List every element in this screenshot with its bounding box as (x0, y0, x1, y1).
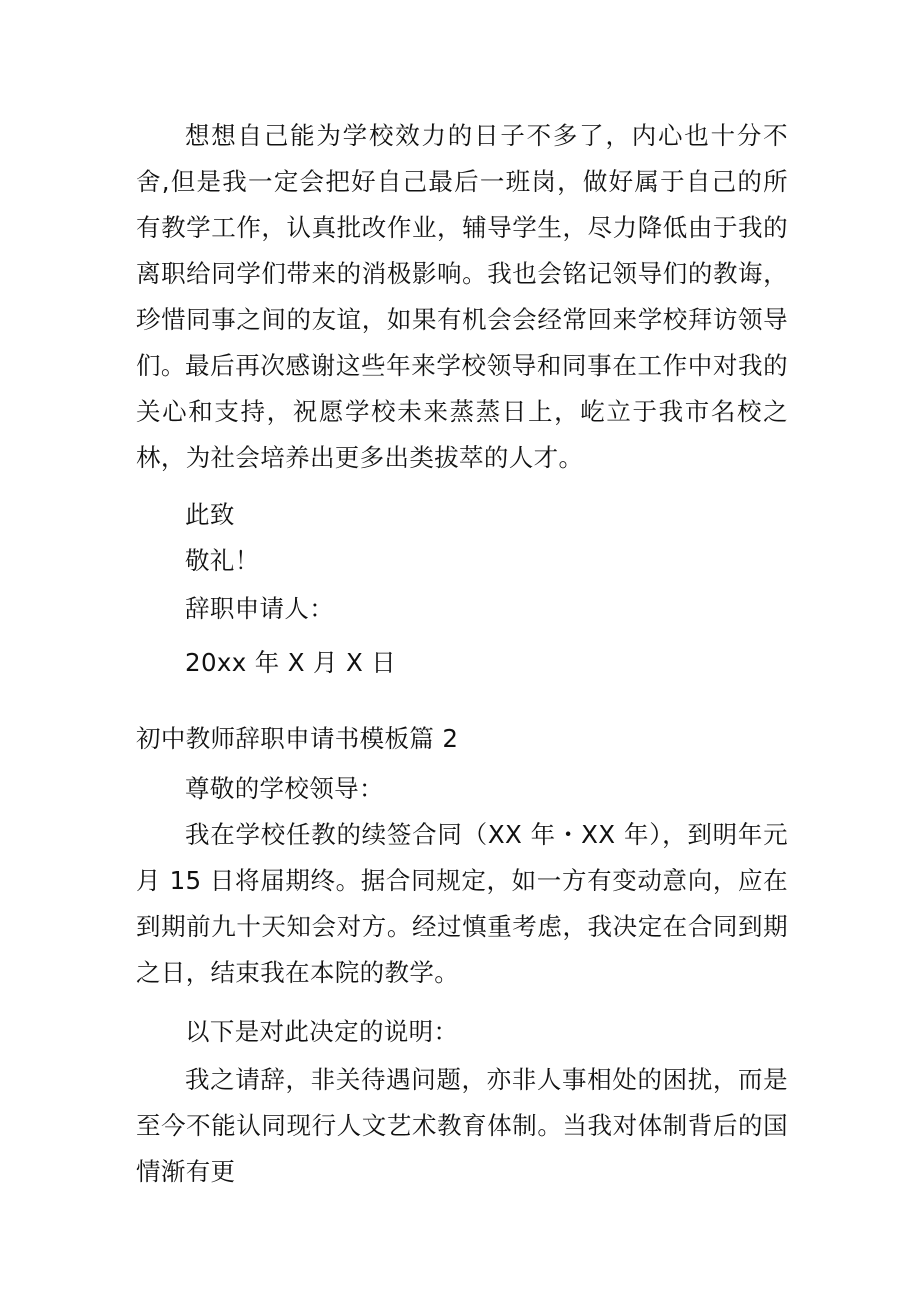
applicant-label: 辞职申请人： (185, 594, 335, 623)
explanation-heading: 以下是对此决定的说明： (185, 1017, 459, 1046)
closing-paragraph: 想想自己能为学校效力的日子不多了，内心也十分不舍,但是我一定会把好自己最后一班岗，做好属于自己的所有教学工作，认真批改作业，辅导学生，尽力降低由于我的离职给同学们带来的消极影响。我也会铭记领导们的教诲，珍惜同事之间的友谊，如果有机会会经常回来学校拜访领导们。 (136, 121, 788, 380)
date-line: 20xx 年 X 月 X 日 (185, 648, 397, 677)
thanks-paragraph: 最后再次感谢这些年来学校领导和同事在工作中对我的关心和支持，祝愿学校未来蒸蒸日上，屹立于我市名校之林，为社会培养出更多出类拔萃的人才。 (136, 351, 788, 472)
salutation-ci-zhi: 此致 (185, 500, 235, 529)
section-title: 初中教师辞职申请书模板篇 2 (136, 724, 459, 753)
reason-paragraph: 我之请辞，非关待遇问题，亦非人事相处的困扰，而是至今不能认同现行人文艺术教育体制。当我对体制背后的国情渐有更 (136, 1065, 788, 1186)
salutation-jing-li: 敬礼！ (185, 546, 260, 575)
contract-paragraph: 我在学校任教的续签合同（XX 年・XX 年），到明年元月 15 日将届期终。据合同规定，如一方有变动意向，应在到期前九十天知会对方。经过慎重考虑，我决定在合同到期之日，结束我在本院的教学。 (136, 820, 788, 987)
recipient-salutation: 尊敬的学校领导： (185, 774, 384, 803)
